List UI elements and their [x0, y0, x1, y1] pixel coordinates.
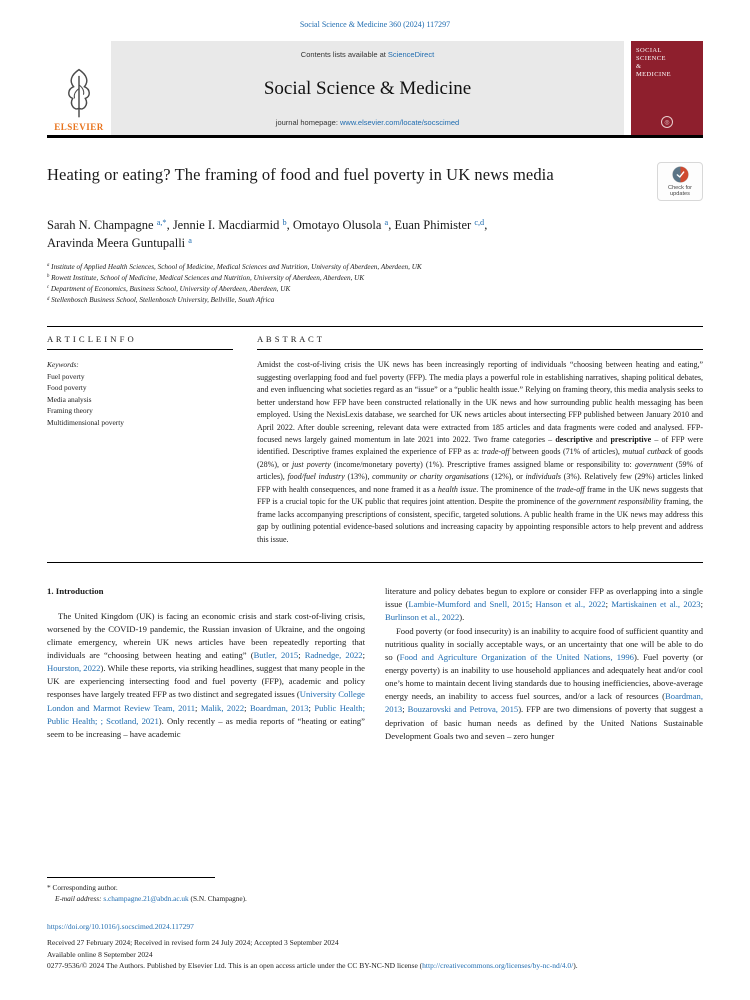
- inline-link[interactable]: s.champagne.21@abdn.ac.uk: [103, 893, 189, 903]
- keyword: Multidimensional poverty: [47, 417, 124, 427]
- inline-link[interactable]: Bouzarovski and Petrova, 2015: [407, 704, 519, 715]
- text-segment: – of FFP were identified. Descriptive frames explained the experience of FFP as a:: [257, 434, 704, 457]
- text-segment: (income/monetary poverty) (1%). Prescriptive frames assigned blame or responsibility to:: [330, 459, 635, 469]
- text-segment: Department of Economics, Business School, University of Aberdeen, Aberdeen, UK: [49, 284, 291, 293]
- text-segment: ). While these reports, via striking headlines, suggest that many people in the UK are experiencing intersecting food and fuel poverty (FFP), academic and policy responses have largely treated FFP as two distinct and segregated issues (: [47, 663, 365, 700]
- body-paragraph: [385, 585, 703, 624]
- text-segment: . The prominence of the: [476, 484, 557, 494]
- body-paragraph: [47, 610, 365, 741]
- body-column-right: [385, 585, 703, 743]
- body-column-left: [47, 585, 365, 743]
- text-segment: between goods (71% of articles),: [509, 447, 623, 457]
- text-segment: a: [47, 263, 50, 269]
- text-segment: frame in the UK news suggests that FFP is a crucial topic for the UK public that requires joint attention. Despite the prominence of the: [257, 484, 703, 507]
- sciencedirect-link[interactable]: ScienceDirect: [387, 50, 435, 59]
- text-segment: ;: [605, 599, 612, 610]
- inline-link[interactable]: Burlinson et al., 2022: [385, 612, 460, 623]
- text-segment: c: [47, 285, 50, 291]
- text-segment: ;: [362, 650, 365, 661]
- text-segment: Amidst the cost-of-living crisis the UK news has been increasingly reporting of individuals “choosing between heating and eating,” suggesting overlapping food and fuel poverty (FFP). The media plays a powerful role in establishing narratives, shaping political debates, and even influencing what societies regard as an “issue” or a “public health issue.” Relying on framing theory, this media analysis seeks to better understand how FFP have been constructed relationally in the UK news and how surrounding public health messaging has been employed. Using the NexisLexis database, we searched for UK news articles about intersecting FFP published between January 2010 and April 2022. After double screening, relevant data were extracted from 185 articles and data fragments were coded and analysed. FFP-focused news largely gained momentum in late 2021 into 2022. Two frame categories –: [257, 360, 703, 444]
- text-segment: Institute of Applied Health Sciences, School of Medicine, Medical Sciences and Nutrition, University of Aberdeen, Aberdeen, UK: [49, 262, 422, 271]
- text-segment: ;: [308, 702, 315, 713]
- section-heading-introduction: 1. Introduction: [47, 586, 104, 597]
- text-segment: trade-off: [556, 484, 585, 494]
- inline-link[interactable]: Food and Agriculture Organization of the United Nations, 1996: [399, 651, 634, 662]
- abstract-heading: A B S T R A C T: [257, 334, 703, 350]
- keyword: Fuel poverty: [47, 371, 85, 381]
- journal-reference: Social Science & Medicine 360 (2024) 117297: [299, 20, 451, 29]
- text-segment: literature and policy debates begun to explore or consider FFP as overlapping into a single issue (: [385, 586, 703, 610]
- inline-link[interactable]: Malik, 2022: [200, 702, 245, 713]
- text-segment: (13%),: [344, 472, 373, 482]
- crossmark-icon: [672, 166, 689, 183]
- cover-title-line: SOCIAL: [636, 47, 662, 54]
- text-segment: health issue: [437, 484, 477, 494]
- inline-link[interactable]: Boardman, 2013: [385, 691, 703, 715]
- text-segment: ).: [459, 612, 465, 623]
- text-segment: , Omotayo Olusola: [286, 218, 385, 233]
- text-segment: (S.N. Champagne).: [188, 893, 247, 903]
- text-segment: government responsibility: [578, 497, 662, 507]
- text-segment: ;: [700, 599, 703, 610]
- affiliation: [47, 295, 703, 306]
- inline-link[interactable]: a,*: [156, 218, 167, 228]
- inline-link[interactable]: a: [384, 218, 389, 228]
- text-segment: ;: [195, 702, 201, 713]
- journal-masthead: [111, 41, 624, 135]
- text-segment: individuals: [525, 472, 561, 482]
- homepage-line: [276, 118, 459, 127]
- text-segment: The United Kingdom (UK) is facing an economic crisis and stark cost-of-living crisis, worsened by the COVID-19 pandemic, the Russian invasion of Ukraine, and the ongoing climate emergency, wherein UK news articles have been repeatedly reporting that individuals are “choosing between heating and eating” (: [47, 610, 365, 661]
- inline-link[interactable]: Boardman, 2013: [249, 702, 309, 713]
- article-title: Heating or eating? The framing of food and fuel poverty in UK news media: [47, 165, 554, 184]
- text-segment: government: [634, 459, 673, 469]
- text-segment: ;: [529, 599, 536, 610]
- text-segment: (59% of articles),: [257, 459, 704, 482]
- footnote-block: [47, 877, 703, 905]
- keyword: Food poverty: [47, 383, 87, 393]
- contents-prefix: Contents lists available at: [300, 50, 388, 59]
- elsevier-logo: [47, 41, 111, 135]
- keyword: Media analysis: [47, 394, 92, 404]
- text-segment: ). Only recently – as media reports of “heating or eating” seem to be increasing – have academic: [47, 715, 365, 739]
- article-body: [47, 585, 703, 743]
- affiliation-list: [47, 262, 703, 307]
- footnote-rule: [47, 877, 215, 878]
- keywords-block: [47, 359, 233, 428]
- inline-link[interactable]: Lambie-Mumford and Snell, 2015: [408, 599, 530, 610]
- inline-link[interactable]: c,d: [474, 218, 485, 228]
- cover-publisher-emblem: ◎: [661, 116, 673, 128]
- text-segment: d: [47, 296, 50, 302]
- journal-homepage-link[interactable]: www.elsevier.com/locate/socscimed: [340, 118, 460, 127]
- inline-link[interactable]: http://creativecommons.org/licenses/by-nc-nd/4.0/: [422, 961, 574, 971]
- text-segment: community or charity organisations: [372, 472, 489, 482]
- check-for-updates-badge[interactable]: [657, 162, 703, 201]
- inline-link[interactable]: b: [282, 218, 287, 228]
- author-list: [47, 216, 703, 252]
- text-segment: of goods (28%), or: [257, 447, 703, 469]
- journal-title: Social Science & Medicine: [263, 77, 472, 99]
- text-segment: prescriptive: [610, 434, 652, 444]
- inline-link[interactable]: Hourston, 2022: [47, 663, 101, 674]
- text-segment: ;: [402, 704, 408, 715]
- text-segment: just poverty: [291, 459, 331, 469]
- text-segment: (12%), or: [488, 472, 526, 482]
- article-footer: [47, 921, 703, 973]
- text-segment: food/fuel industry: [287, 472, 345, 482]
- inline-link[interactable]: Radnedge, 2022: [304, 650, 363, 661]
- affiliation: [47, 262, 703, 273]
- text-segment: Stellenbosch Business School, Stellenbosch University, Bellville, South Africa: [49, 296, 275, 304]
- text-segment: Sarah N. Champagne: [47, 218, 157, 233]
- body-paragraph: [385, 625, 703, 743]
- affiliation: [47, 273, 703, 284]
- inline-link[interactable]: Butler, 2015: [253, 650, 299, 661]
- text-segment: ;: [244, 702, 250, 713]
- text-segment: ). Fuel poverty (or energy poverty) is an inability to use household appliances and adequately heat and/or cool one’s home to maintain decent living standards due to housing inefficiencies, above-average energy needs, an inability to access fuel sources, and/or a lack of resources (: [385, 651, 703, 702]
- inline-link[interactable]: University College London and Marmot Review Team, 2011: [47, 689, 365, 713]
- keywords-label: Keywords:: [47, 360, 79, 370]
- contents-line: [301, 50, 434, 59]
- inline-link[interactable]: Public Health; Public Health; ; Scotland, 2021: [47, 702, 365, 726]
- journal-cover-thumbnail: [631, 41, 703, 135]
- abstract-text: [257, 359, 703, 546]
- abstract-column: [257, 334, 703, 546]
- header-rule: [47, 135, 703, 138]
- text-segment: (3%). Relatively few (29%) articles linked FFP with health consequences, and none framed it as a: [257, 472, 703, 494]
- cover-title-line: MEDICINE: [636, 71, 671, 79]
- text-segment: , Jennie I. Macdiarmid: [166, 218, 283, 233]
- inline-link[interactable]: Hanson et al., 2022: [535, 599, 606, 610]
- article-info-heading: A R T I C L E I N F O: [47, 334, 233, 350]
- journal-header: [47, 41, 703, 135]
- elsevier-tree-icon: [61, 64, 97, 122]
- text-segment: ). FFP are two dimensions of poverty that suggest a deprivation of basic human needs as defined by the United Nations Sustainable Development Goals two and seven – zero hunger: [385, 704, 703, 741]
- text-segment: descriptive: [555, 434, 593, 444]
- homepage-prefix: journal homepage:: [275, 118, 340, 127]
- text-segment: ;: [298, 650, 305, 661]
- inline-link[interactable]: a: [188, 236, 192, 246]
- article-info-column: [47, 334, 233, 546]
- text-segment: b: [47, 274, 50, 280]
- cover-title-line: &: [636, 63, 642, 71]
- corresponding-author-note: * Corresponding author.: [47, 882, 118, 892]
- text-segment: 0277-9536/© 2024 The Authors. Published by Elsevier Ltd. This is an open access article under the CC BY-NC-ND license (: [47, 961, 423, 971]
- corresponding-author-email: [55, 894, 703, 905]
- check-for-updates-label: Check for updates: [668, 185, 692, 198]
- received-dates: Received 27 February 2024; Received in revised form 24 July 2024; Accepted 3 September 2024: [47, 938, 339, 948]
- keyword: Framing theory: [47, 406, 93, 416]
- text-segment: , Euan Phimister: [388, 218, 475, 233]
- cover-title-line: SCIENCE: [636, 55, 666, 63]
- text-segment: framing, the frame lacks accompanying prescriptions of consistent, specific, targeted solutions. A public health frame in the UK news may address this gap by outlining potential evidence-based solutions and increasing capacity by appointing responsible actors to help prevent and address this issue.: [257, 497, 703, 544]
- available-online-date: Available online 8 September 2024: [47, 949, 153, 959]
- text-segment: Rowett Institute, School of Medicine, Medical Sciences and Nutrition, University of Aberdeen, Aberdeen, UK: [49, 273, 365, 282]
- text-segment: Aravinda Meera Guntupalli: [47, 236, 189, 251]
- elsevier-wordmark: ELSEVIER: [54, 122, 104, 132]
- doi-link[interactable]: https://doi.org/10.1016/j.socscimed.2024.117297: [47, 921, 194, 931]
- text-segment: Food poverty (or food insecurity) is an inability to acquire food of sufficient quantity and nutritious quality in socially acceptable ways, or an uncertainty that one will be able to do so (: [385, 625, 703, 662]
- text-segment: trade-off: [481, 447, 510, 457]
- affiliation: [47, 284, 703, 295]
- text-segment: E-mail address:: [55, 893, 104, 903]
- inline-link[interactable]: Martiskainen et al., 2023: [611, 599, 701, 610]
- article-info-abstract-section: [47, 326, 703, 563]
- copyright-license-line: [47, 960, 703, 972]
- text-segment: ).: [573, 961, 578, 971]
- text-segment: ,: [484, 218, 488, 233]
- text-segment: and: [592, 434, 611, 444]
- text-segment: mutual cutback: [622, 447, 673, 457]
